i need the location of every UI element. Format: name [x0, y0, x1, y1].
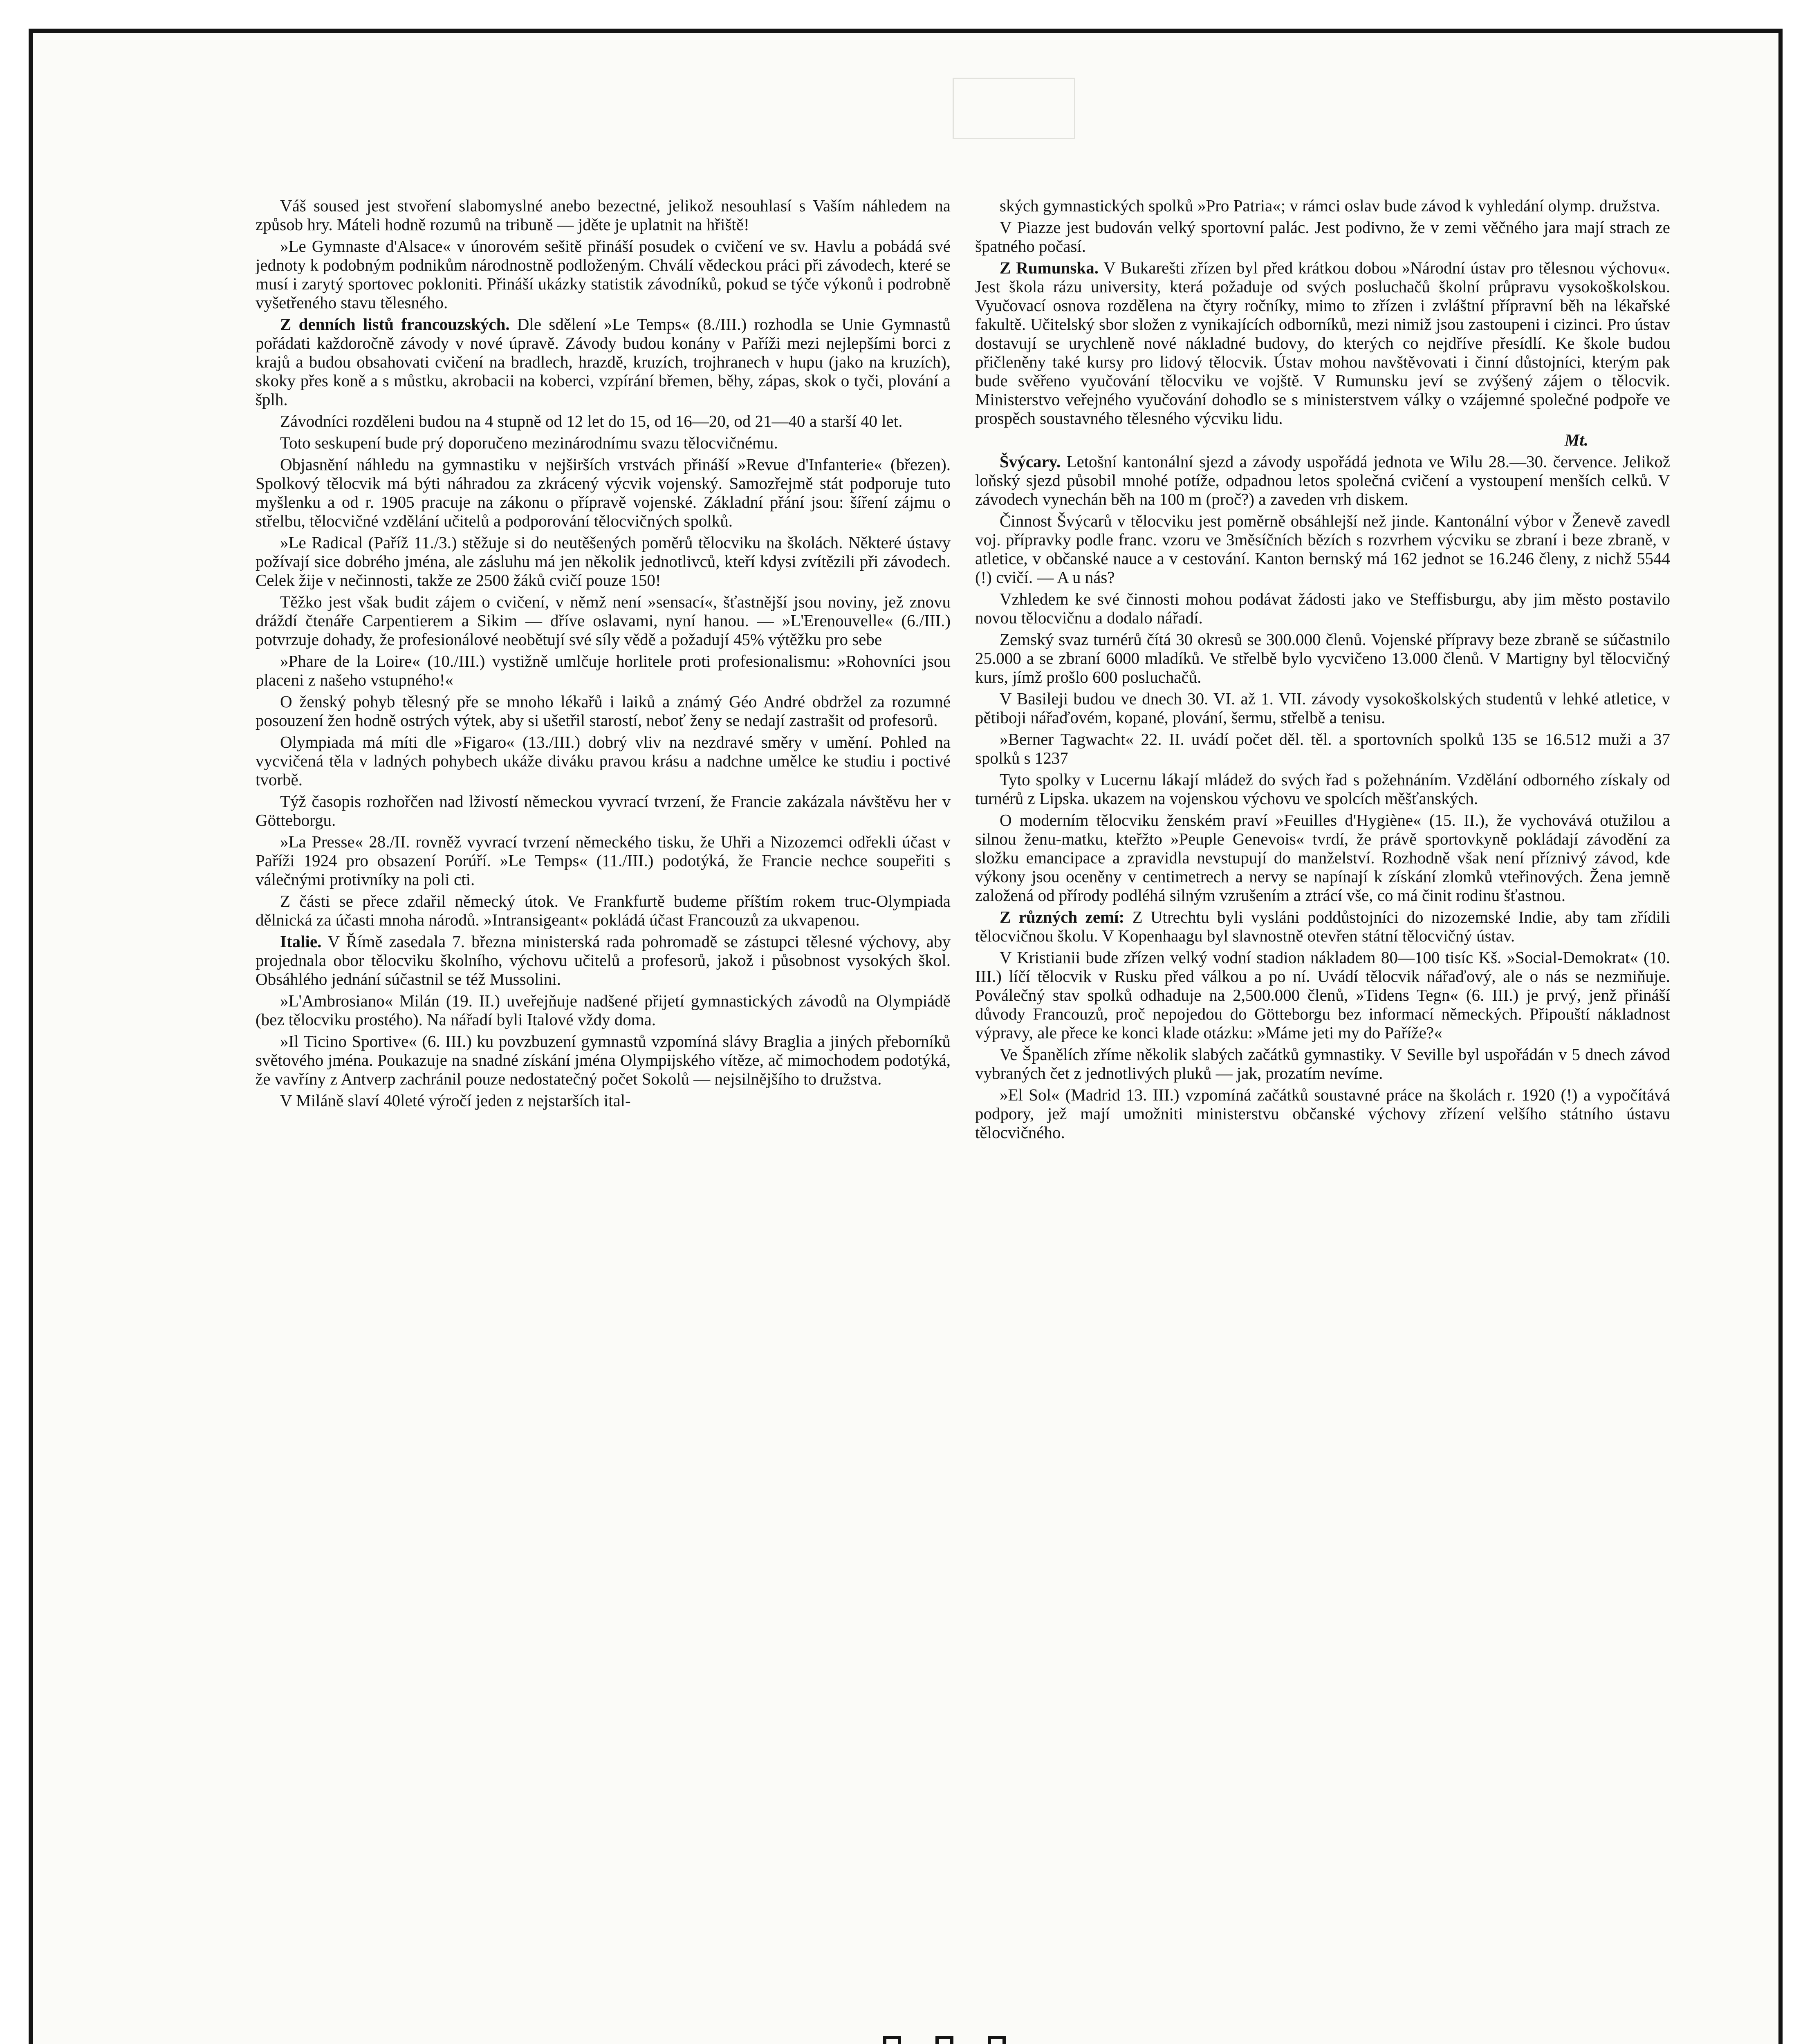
paragraph: »L'Ambrosiano« Milán (19. II.) uveřejňuje nadšené přijetí gymnastických závodů na Olympiádě (bez tělocviku prostého). Na nářadí byli Italové vždy doma.	[256, 991, 951, 1029]
paragraph: V Miláně slaví 40leté výročí jeden z nejstarších ital-	[280, 1091, 631, 1110]
paragraph: V Basileji budou ve dnech 30. VI. až 1. VII. závody vysokoškolských studentů v lehké atletice, v pětiboji nářaďovém, kopané, plování, šermu, střelbě a tenisu.	[975, 689, 1670, 727]
paragraph: Olympiada má míti dle »Figaro« (13./III.) dobrý vliv na nezdravé směry v umění. Pohled na vycvičená těla v ladných pohybech ukáže diváku pravou krásu a nadchne umělce ke studiu i poctivé tvorbě.	[256, 733, 951, 789]
section-lead: Švýcary.	[1000, 452, 1061, 471]
paragraph: Švýcary. Letošní kantonální sjezd a závody uspořádá jednota ve Wilu 28.—30. července. Jelikož loňský sjezd působil mnohé potíže, odpadnou letos společná cvičení a vystoupení menších celků. V závodech vynechán běh na 100 m (proč?) a zaveden vrh diskem.	[975, 452, 1670, 509]
paragraph: ských gymnastických spolků »Pro Patria«; v rámci oslav bude závod k vyhledání olymp. družstva.	[1000, 196, 1660, 215]
paragraph: O moderním tělocviku ženském praví »Feuilles d'Hygiène« (15. II.), že vychovává otužilou a silnou ženu-matku, kteřžto »Peuple Genevois« tvrdí, že právě sportovkyně pokládají závodění za složku emancipace a zpravidla nevstupují do manželství. Rozhodně však není příznivý závod, kde výkony jsou oceněny v centimetrech a nervy se napínají k získání zlomků vteřinových. Žena jemně založená od přírody podléhá silným vzrušením a ztrácí vše, co má činit rodinu šťastnou.	[975, 811, 1670, 905]
paragraph: Váš soused jest stvoření slabomyslné anebo bezectné, jelikož nesouhlasí s Vaším náhledem na způsob hry. Máteli hodně rozumů na tribuně — jděte je uplatnit na hřiště!	[256, 196, 951, 234]
paragraph: »Berner Tagwacht« 22. II. uvádí počet děl. těl. a sportovních spolků 135 se 16.512 muži a 37 spolků s 1237	[975, 730, 1670, 767]
paragraph: Zemský svaz turnérů čítá 30 okresů se 300.000 členů. Vojenské přípravy beze zbraně se súčastnilo 25.000 a se zbraní 6000 mladíků. Ve střelbě bylo vycvičeno 13.000 členů. V Martigny byl tělocvičný kurs, jímž prošlo 600 posluchačů.	[975, 630, 1670, 686]
paragraph: V Piazze jest budován velký sportovní palác. Jest podivno, že v zemi věčného jara mají strach ze špatného počasí.	[975, 218, 1670, 256]
paragraph: Toto seskupení bude prý doporučeno mezinárodnímu svazu tělocvičnému.	[280, 433, 778, 452]
paragraph: Závodníci rozděleni budou na 4 stupně od 12 let do 15, od 16—20, od 21—40 a starší 40 let.	[280, 412, 903, 430]
paragraph: »Le Gymnaste d'Alsace« v únorovém sešitě přináší posudek o cvičení ve sv. Havlu a pobádá své jednoty k podobným podnikům národnostně podloženým. Chválí vědeckou práci při závodech, které se musí i zarytý sportovec pokloniti. Přináší ukázky statistik závodníků, pokud se týče výkonů i podrobně vyšetřeného stavu tělesného.	[256, 237, 951, 312]
paragraph: Z denních listů francouzských. Dle sdělení »Le Temps« (8./III.) rozhodla se Unie Gymnastů pořádati každoročně závody v nové úpravě. Závody budou konány v Paříži mezi nejlepšími borci z krajů a budou obsahovati cvičení na bradlech, hrazdě, kruzích, trojhranech v hupu (jako na kruzích), skoky přes koně a s můstku, akrobacii na koberci, vzpírání břemen, běhy, zápas, skok o tyči, plování a šplh.	[256, 315, 951, 409]
paragraph: Objasnění náhledu na gymnastiku v nejširších vrstvách přináší »Revue d'Infanterie« (březen). Spolkový tělocvik má býti náhradou za zkrácený výcvik vojenský. Samozřejmě stát podporuje tuto myšlenku a od r. 1905 pracuje na zákonu o přípravě vojenské. Základní přání jsou: šíření zájmu o střelbu, tělocvičné vzdělání učitelů a podporování tělocvičných spolků.	[256, 455, 951, 530]
square-ornament-icon	[883, 2036, 901, 2044]
paragraph: »Phare de la Loire« (10./III.) vystižně umlčuje horlitele proti profesionalismu: »Rohovníci jsou placeni z našeho vstupného!«	[256, 652, 951, 689]
faint-stamp-mark	[953, 78, 1075, 139]
square-ornament-icon	[935, 2036, 953, 2044]
signature	[975, 430, 1670, 449]
section-lead: Z Rumunska.	[1000, 258, 1099, 277]
paragraph: Činnost Švýcarů v tělocviku jest poměrně obsáhlejší než jinde. Kantonální výbor v Ženevě zavedl voj. přípravky podle franc. vzoru ve 3měsíčních bězích s rozvrhem výcviku se zbraní i beze zbraně, v atletice, v občanské nauce a v cestování. Kanton bernský má 162 jednot se 16.246 členy, z nichž 5544 (!) cvičí. — A u nás?	[975, 511, 1670, 587]
section-lead: Z různých zemí:	[1000, 908, 1125, 926]
section-lead: Italie.	[280, 932, 322, 951]
paragraph: Tyto spolky v Lucernu lákají mládež do svých řad s požehnáním. Vzdělání odborného získaly od turnérů z Lipska. ukazem na vojenskou výchovu ve spolcích měšťanských.	[975, 770, 1670, 808]
paragraph: Týž časopis rozhořčen nad lživostí německou vyvrací tvrzení, že Francie zakázala návštěvu her v Götteborgu.	[256, 792, 951, 829]
square-ornament-icon	[988, 2036, 1006, 2044]
paragraph: Z Rumunska. V Bukarešti zřízen byl před krátkou dobou »Národní ústav pro tělesnou výchovu«. Jest škola rázu university, která požaduje od svých posluchačů školní průpravu vysokoškolskou. Vyučovací osnova rozdělena na čtyry ročníky, mimo to zřízen i zvláštní přípravní běh na lékařské fakultě. Učitelský sbor složen z vynikajících odborníků, mezi nimiž jsou zastoupeni i cizinci. Pro ústav dostavují se urychleně nové nákladné budovy, do kterých co nejdříve přesídlí. Ke škole budou přičleněny také kursy pro lidový tělocvik. Ústav mohou navštěvovati i činní důstojníci, kterým pak bude svěřeno vyučování tělocviku ve vojště. V Rumunsku jeví se zvýšený zájem o tělocvik. Ministerstvo veřejného vyučování dohodlo se s ministerstvem války o vzájemné společné podpoře ve prospěch soustavného tělesného výcviku lidu.	[975, 258, 1670, 428]
paragraph: O ženský pohyb tělesný pře se mnoho lékařů i laiků a známý Géo André obdržel za rozumné posouzení žen hodně ostrých výtek, aby si ušetřil starostí, neboť ženy se nedají zastrašit od profesorů.	[256, 692, 951, 730]
paragraph: Vzhledem ke své činnosti mohou podávat žádosti jako ve Steffisburgu, aby jim město postavilo novou tělocvičnu a dodalo nářadí.	[975, 589, 1670, 627]
section-end-ornament	[883, 2036, 1006, 2044]
paragraph: »Il Ticino Sportive« (6. III.) ku povzbuzení gymnastů vzpomíná slávy Braglia a jiných přeborníků světového jména. Poukazuje na snadné získání jména Olympijského vítěze, ač mimochodem podotýká, že vavříny z Antverp zachránil pouze nedostatečný počet Sokolů — nejsilnějšího to družstva.	[256, 1032, 951, 1088]
paragraph: Z různých zemí: Z Utrechtu byli vysláni poddůstojníci do nizozemské Indie, aby tam zřídili tělocvičnou školu. V Kopenhaagu byl slavnostně otevřen státní tělocvičný ústav.	[975, 908, 1670, 945]
paragraph: Z části se přece zdařil německý útok. Ve Frankfurtě budeme příštím rokem truc-Olympiada dělnická za účasti mnoha národů. »Intransigeant« pokládá účast Francouzů za ukvapenou.	[256, 892, 951, 929]
section-lead: Z denních listů francouzských.	[280, 315, 510, 334]
paragraph: Italie. V Římě zasedala 7. března ministerská rada pohromadě se zástupci tělesné výchovy, aby projednala obor tělocviku školního, výchovu učitelů a profesorů, jakož i působnost vysokých škol. Obsáhlého jednání súčastnil se též Mussolini.	[256, 932, 951, 988]
paragraph: Těžko jest však budit zájem o cvičení, v němž není »sensací«, šťastnější jsou noviny, jež znovu dráždí čtenáře Carpentierem a Sikim — dříve oslavami, nyní hanou. — »L'Erenouvelle« (6./III.) potvrzuje dohady, že profesionálové neobětují své síly vědě a požadují 45% výtěžku pro sebe	[256, 592, 951, 649]
left-text-column	[256, 196, 951, 2011]
page-frame	[29, 29, 1783, 2044]
paragraph: »Le Radical (Paříž 11./3.) stěžuje si do neutěšených poměrů tělocviku na školách. Některé ústavy požívají sice dobrého jména, ale zásluhu má jen několik jednotlivců, kteří kdysi zvítězili při závodech. Celek žije v nečinnosti, takže ze 2500 žáků cvičí pouze 150!	[256, 533, 951, 589]
author-initials: Mt.	[1564, 430, 1588, 449]
paragraph: »La Presse« 28./II. rovněž vyvrací tvrzení německého tisku, že Uhři a Nizozemci odřekli účast v Paříži 1924 pro obsazení Porúří. »Le Temps« (11./III.) podotýká, že Francie nechce soupeřiti s válečnými protivníky na poli cti.	[256, 832, 951, 889]
paragraph: V Kristianii bude zřízen velký vodní stadion nákladem 80—100 tisíc Kš. »Social-Demokrat« (10. III.) líčí tělocvik v Rusku před válkou a po ní. Uvádí tělocvik nářaďový, ale o nás se nezmiňuje. Poválečný stav spolků odhaduje na 2,500.000 členů, »Tidens Tegn« (6. III.) je prvý, jenž přináší důvody Francouzů, proč nepojedou do Götteborgu bez informací německých. Připouští nákladnost výpravy, ale přece ke konci klade otázku: »Máme jeti my do Paříže?«	[975, 948, 1670, 1042]
paragraph: Ve Španělích zříme několik slabých začátků gymnastiky. V Seville byl uspořádán v 5 dnech závod vybraných čet z jednotlivých pluků — jak, prozatím nevíme.	[975, 1045, 1670, 1083]
paragraph: »El Sol« (Madrid 13. III.) vzpomíná začátků soustavné práce na školách r. 1920 (!) a vypočítává podpory, jež mají umožniti ministerstvu občanské výchovy zřízení velšího státního ústavu tělocvičného.	[975, 1085, 1670, 1142]
right-text-column	[975, 196, 1670, 2011]
